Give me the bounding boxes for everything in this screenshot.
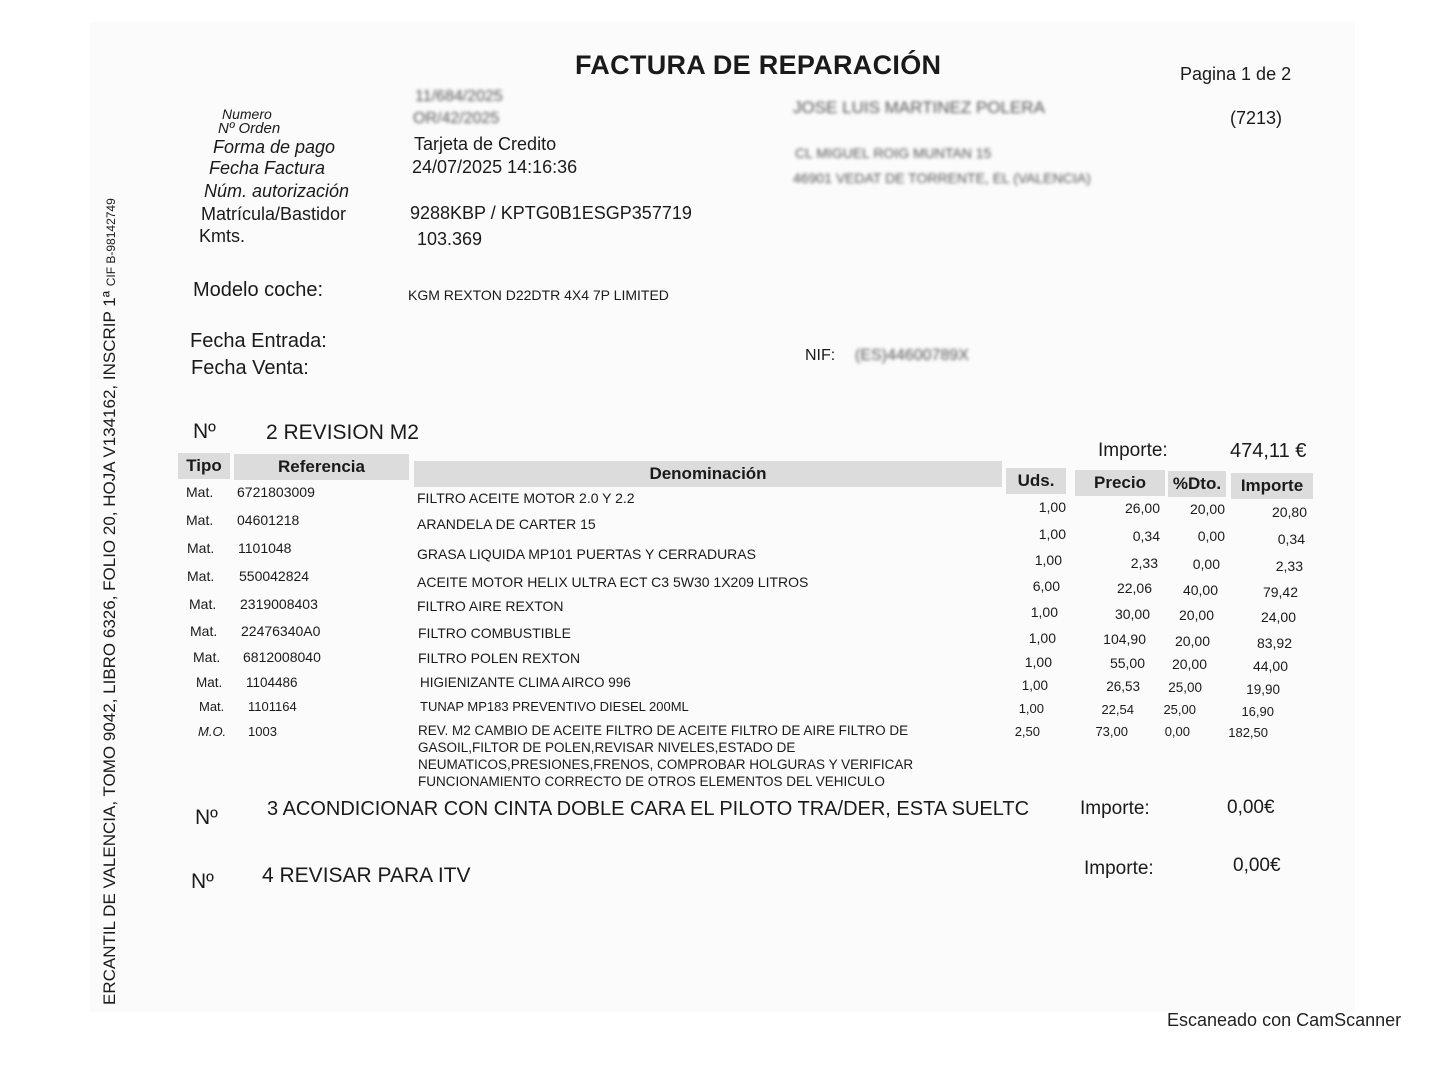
cell-importe: 182,50 — [1228, 725, 1268, 740]
cell-dto: 20,00 — [1178, 607, 1214, 623]
nif-label: NIF: — [805, 347, 836, 364]
section2-num-label: Nº — [193, 420, 216, 443]
cell-denominacion: FILTRO COMBUSTIBLE — [418, 625, 571, 641]
cell-uds: 1,00 — [1038, 526, 1066, 542]
cell-referencia: 6812008040 — [243, 649, 321, 665]
cell-denominacion: GRASA LIQUIDA MP101 PUERTAS Y CERRADURAS — [417, 546, 756, 562]
section2-importe: 474,11 € — [1230, 440, 1307, 462]
cell-referencia: 1104486 — [246, 675, 298, 690]
cell-uds: 1,00 — [1030, 604, 1058, 620]
customer-code: (7213) — [1230, 108, 1283, 128]
label-kmts: Kmts. — [199, 226, 246, 246]
cell-importe: 44,00 — [1252, 658, 1288, 674]
cell-referencia: 1101164 — [248, 699, 297, 714]
cell-tipo: Mat. — [186, 512, 214, 528]
value-orden: OR/42/2025 — [413, 110, 500, 127]
value-modelo: KGM REXTON D22DTR 4X4 7P LIMITED — [408, 287, 669, 303]
cell-tipo: Mat. — [196, 675, 223, 690]
col-referencia-header: Referencia — [234, 454, 409, 480]
cell-importe: 79,42 — [1262, 584, 1298, 600]
section2-title: 2 REVISION M2 — [266, 421, 419, 444]
cell-precio: 22,54 — [1101, 702, 1134, 717]
table-row — [0, 512, 1440, 547]
label-fecha-factura: Fecha Factura — [209, 158, 326, 178]
cell-denominacion: HIGIENIZANTE CLIMA AIRCO 996 — [420, 675, 631, 690]
cell-precio: 22,06 — [1116, 580, 1152, 596]
labor-description-line: NEUMATICOS,PRESIONES,FRENOS, COMPROBAR HOLGURAS Y VERIFICAR — [418, 757, 914, 772]
table-row — [0, 675, 1440, 699]
cell-importe: 2,33 — [1275, 558, 1303, 574]
section2-importe-label: Importe: — [1098, 440, 1168, 461]
cell-dto: 0,00 — [1197, 528, 1225, 544]
customer-address-line1: CL MIGUEL ROIG MUNTAN 15 — [795, 145, 992, 161]
label-forma-pago: Forma de pago — [213, 137, 336, 157]
cell-tipo: Mat. — [187, 540, 215, 556]
cell-dto: 0,00 — [1192, 556, 1220, 572]
value-numero: 11/684/2025 — [415, 88, 503, 105]
cell-denominacion: ARANDELA DE CARTER 15 — [417, 516, 596, 532]
section3-importe-label: Importe: — [1080, 798, 1150, 819]
cell-dto: 40,00 — [1182, 582, 1218, 598]
cell-dto: 20,00 — [1171, 656, 1207, 672]
cell-importe: 20,80 — [1271, 504, 1307, 520]
cell-precio: 26,53 — [1106, 679, 1140, 694]
customer-address-line2: 46901 VEDAT DE TORRENTE, EL (VALENCIA) — [793, 170, 1091, 186]
cell-tipo: M.O. — [198, 724, 227, 739]
registry-cif: CIF B-98142749 — [104, 198, 118, 287]
cell-referencia: 22476340A0 — [241, 623, 321, 639]
cell-dto: 25,00 — [1168, 680, 1202, 695]
cell-dto: 20,00 — [1174, 633, 1210, 649]
col-denominacion-header: Denominación — [414, 461, 1002, 487]
cell-precio: 73,00 — [1095, 724, 1128, 739]
cell-uds: 1,00 — [1028, 630, 1056, 646]
cell-precio: 26,00 — [1124, 500, 1160, 516]
cell-precio: 30,00 — [1114, 606, 1150, 622]
registry-text: ERCANTIL DE VALENCIA, TOMO 9042, LIBRO 6326, FOLIO 20, HOJA V134162, INSCRIP 1ª — [100, 291, 119, 1005]
cell-uds: 2,50 — [1014, 724, 1040, 739]
cell-importe: 24,00 — [1260, 609, 1296, 625]
cell-uds: 1,00 — [1038, 499, 1066, 515]
customer-name: JOSE LUIS MARTINEZ POLERA — [793, 98, 1045, 117]
labor-description-line: REV. M2 CAMBIO DE ACEITE FILTRO DE ACEITE FILTRO DE AIRE FILTRO DE — [418, 723, 909, 738]
col-dto-header: %Dto. — [1168, 471, 1226, 497]
cell-precio: 2,33 — [1130, 555, 1158, 571]
col-precio-header: Precio — [1075, 470, 1165, 496]
cell-precio: 0,34 — [1132, 528, 1160, 544]
cell-tipo: Mat. — [187, 568, 215, 584]
table-row — [0, 596, 1440, 625]
label-fecha-venta: Fecha Venta: — [191, 357, 309, 379]
labor-description — [418, 722, 978, 790]
cell-importe: 16,90 — [1241, 704, 1274, 719]
cell-denominacion: FILTRO ACEITE MOTOR 2.0 Y 2.2 — [417, 490, 635, 506]
cell-importe: 19,90 — [1246, 682, 1280, 697]
label-modelo: Modelo coche: — [193, 279, 324, 301]
cell-dto: 20,00 — [1189, 501, 1225, 517]
table-row — [0, 568, 1440, 600]
cell-uds: 1,00 — [1024, 654, 1052, 670]
section3-num-label: Nº — [195, 806, 218, 829]
cell-uds: 6,00 — [1032, 578, 1060, 594]
table-row — [0, 623, 1440, 651]
cell-tipo: Mat. — [190, 623, 218, 639]
value-forma-pago: Tarjeta de Credito — [414, 134, 557, 154]
labor-description-line: GASOIL,FILTOR DE POLEN,REVISAR NIVELES,ESTADO DE — [418, 740, 796, 755]
col-tipo-header: Tipo — [178, 453, 230, 479]
cell-precio: 55,00 — [1109, 655, 1145, 671]
cell-referencia: 04601218 — [237, 512, 300, 528]
cell-importe: 83,92 — [1256, 635, 1292, 651]
cell-denominacion: ACEITE MOTOR HELIX ULTRA ECT C3 5W30 1X209 LITROS — [417, 574, 809, 590]
section3-title: 3 ACONDICIONAR CON CINTA DOBLE CARA EL PILOTO TRA/DER, ESTA SUELTC — [267, 798, 1030, 820]
cell-referencia: 6721803009 — [237, 484, 315, 500]
cell-denominacion: TUNAP MP183 PREVENTIVO DIESEL 200ML — [420, 699, 689, 714]
mercantile-registry-text — [100, 198, 120, 1005]
cell-uds: 1,00 — [1021, 678, 1048, 693]
cell-tipo: Mat. — [193, 649, 221, 665]
section4-importe: 0,00€ — [1233, 855, 1281, 876]
scanner-watermark: Escaneado con CamScanner — [1167, 1010, 1402, 1030]
cell-denominacion: FILTRO POLEN REXTON — [418, 650, 581, 666]
cell-importe: 0,34 — [1277, 531, 1305, 547]
cell-tipo: Mat. — [199, 699, 225, 714]
table-row — [0, 649, 1440, 673]
col-importe-header: Importe — [1231, 473, 1313, 499]
label-matricula: Matrícula/Bastidor — [201, 204, 347, 224]
table-row — [0, 699, 1440, 723]
cell-referencia: 1003 — [248, 724, 277, 739]
cell-dto: 0,00 — [1164, 724, 1190, 739]
section4-num-label: Nº — [191, 870, 214, 893]
cell-tipo: Mat. — [189, 596, 217, 612]
label-numero: Numero — [222, 106, 272, 122]
page-number: Pagina 1 de 2 — [1180, 64, 1292, 84]
cell-precio: 104,90 — [1103, 631, 1146, 647]
section3-importe: 0,00€ — [1227, 797, 1275, 818]
value-fecha-factura: 24/07/2025 14:16:36 — [412, 157, 578, 177]
section4-importe-label: Importe: — [1084, 858, 1154, 879]
cell-tipo: Mat. — [186, 484, 214, 500]
table-row — [0, 540, 1440, 574]
label-num-autorizacion: Núm. autorización — [204, 181, 350, 201]
cell-referencia: 1101048 — [238, 540, 292, 556]
cell-referencia: 550042824 — [239, 568, 310, 584]
label-orden: Nº Orden — [218, 120, 281, 137]
label-fecha-entrada: Fecha Entrada: — [190, 330, 327, 352]
col-uds-header: Uds. — [1006, 468, 1066, 494]
value-matricula: 9288KBP / KPTG0B1ESGP357719 — [410, 203, 692, 223]
value-kmts: 103.369 — [417, 229, 483, 249]
section4-title: 4 REVISAR PARA ITV — [262, 864, 471, 887]
page-title: FACTURA DE REPARACIÓN — [575, 50, 942, 80]
cell-uds: 1,00 — [1018, 701, 1044, 716]
nif-value: (ES)44600789X — [855, 347, 969, 364]
cell-dto: 25,00 — [1163, 702, 1196, 717]
cell-referencia: 2319008403 — [240, 596, 318, 612]
cell-denominacion: FILTRO AIRE REXTON — [417, 598, 564, 614]
cell-uds: 1,00 — [1034, 552, 1062, 568]
labor-description-line: FUNCIONAMIENTO CORRECTO DE OTROS ELEMENTOS DEL VEHICULO — [418, 774, 885, 789]
